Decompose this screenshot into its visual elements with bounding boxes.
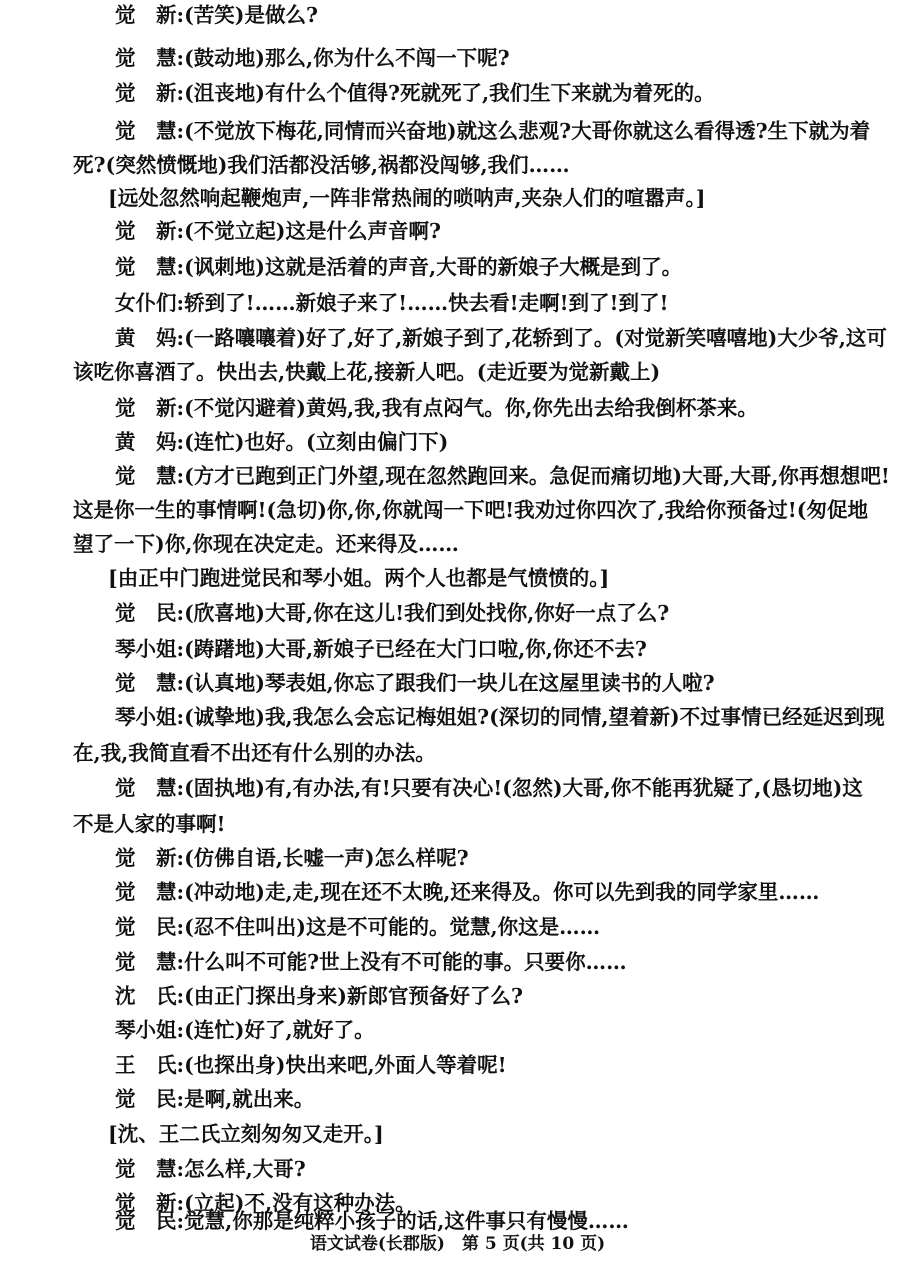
- text-line: 琴小姐:(连忙)好了,就好了。: [115, 1018, 375, 1042]
- text-line: 黄 妈:(连忙)也好。(立刻由偏门下): [115, 430, 449, 454]
- text-line: 觉 新:(沮丧地)有什么个值得?死就死了,我们生下来就为着死的。: [115, 81, 715, 105]
- text-line: 这是你一生的事情啊!(急切)你,你,你就闯一下吧!我劝过你四次了,我给你预备过!(匆促地: [73, 498, 869, 522]
- text-line: 死?(突然愤慨地)我们活都没活够,祸都没闯够,我们……: [73, 153, 570, 177]
- text-line: 王 氏:(也探出身)快出来吧,外面人等着呢!: [115, 1053, 507, 1077]
- text-line: 觉 慧:(认真地)琴表姐,你忘了跟我们一块儿在这屋里读书的人啦?: [115, 671, 715, 695]
- stage-direction: [远处忽然响起鞭炮声,一阵非常热闹的唢呐声,夹杂人们的喧嚣声。]: [108, 186, 706, 210]
- text-line: 沈 氏:(由正门探出身来)新郎官预备好了么?: [115, 984, 523, 1008]
- text-line: 觉 慧:(讽刺地)这就是活着的声音,大哥的新娘子大概是到了。: [115, 255, 683, 279]
- text-line: 觉 新:(苦笑)是做么?: [115, 3, 318, 27]
- stage-direction: [沈、王二氏立刻匆匆又走开。]: [108, 1122, 384, 1146]
- text-line: 望了一下)你,你现在决定走。还来得及……: [73, 532, 459, 556]
- stage-direction: [由正中门跑进觉民和琴小姐。两个人也都是气愤愤的。]: [108, 566, 610, 590]
- text-line: 觉 慧:怎么样,大哥?: [115, 1157, 306, 1181]
- text-line: 琴小姐:(诚挚地)我,我怎么会忘记梅姐姐?(深切的同情,望着新)不过事情已经延迟到现: [115, 705, 885, 729]
- text-line: 觉 慧:(不觉放下梅花,同情而兴奋地)就这么悲观?大哥你就这么看得透?生下就为着: [115, 119, 871, 143]
- text-line: 觉 新:(不觉立起)这是什么声音啊?: [115, 219, 441, 243]
- text-line: 觉 慧:(固执地)有,有办法,有!只要有决心!(忽然)大哥,你不能再犹疑了,(恳切地)这: [115, 776, 863, 800]
- text-line: 觉 民:(忍不住叫出)这是不可能的。觉慧,你这是……: [115, 915, 601, 939]
- text-line: 觉 民:(欣喜地)大哥,你在这儿!我们到处找你,你好一点了么?: [115, 601, 670, 625]
- text-line: 觉 慧:什么叫不可能?世上没有不可能的事。只要你……: [115, 950, 627, 974]
- text-line: 在,我,我简直看不出还有什么别的办法。: [73, 741, 436, 765]
- text-line: 觉 新:(仿佛自语,长嘘一声)怎么样呢?: [115, 846, 469, 870]
- page-footer: 语文试卷(长郡版) 第 5 页(共 10 页): [309, 1234, 606, 1254]
- text-line: 觉 慧:(冲动地)走,走,现在还不太晚,还来得及。你可以先到我的同学家里……: [115, 880, 820, 904]
- text-line: 不是人家的事啊!: [73, 812, 226, 836]
- text-line: 觉 民:觉慧,你那是纯粹小孩子的话,这件事只有慢慢……: [115, 1209, 629, 1233]
- text-line: 女仆们:轿到了!……新娘子来了!……快去看!走啊!到了!到了!: [115, 291, 669, 315]
- text-line: 觉 慧:(方才已跑到正门外望,现在忽然跑回来。急促而痛切地)大哥,大哥,你再想想吧!: [115, 464, 890, 488]
- text-line: 觉 慧:(鼓动地)那么,你为什么不闯一下呢?: [115, 46, 510, 70]
- text-line: 琴小姐:(踌躇地)大哥,新娘子已经在大门口啦,你,你还不去?: [115, 637, 647, 661]
- text-line: 觉 新:(不觉闪避着)黄妈,我,我有点闷气。你,你先出去给我倒杯茶来。: [115, 396, 758, 420]
- text-line: 该吃你喜酒了。快出去,快戴上花,接新人吧。(走近要为觉新戴上): [73, 360, 661, 384]
- text-line: 觉 新:(立起)不,没有这种办法。: [115, 1191, 416, 1215]
- text-line: 黄 妈:(一路嚷嚷着)好了,好了,新娘子到了,花轿到了。(对觉新笑嘻嘻地)大少爷,这可: [115, 326, 887, 350]
- text-line: 觉 民:是啊,就出来。: [115, 1087, 315, 1111]
